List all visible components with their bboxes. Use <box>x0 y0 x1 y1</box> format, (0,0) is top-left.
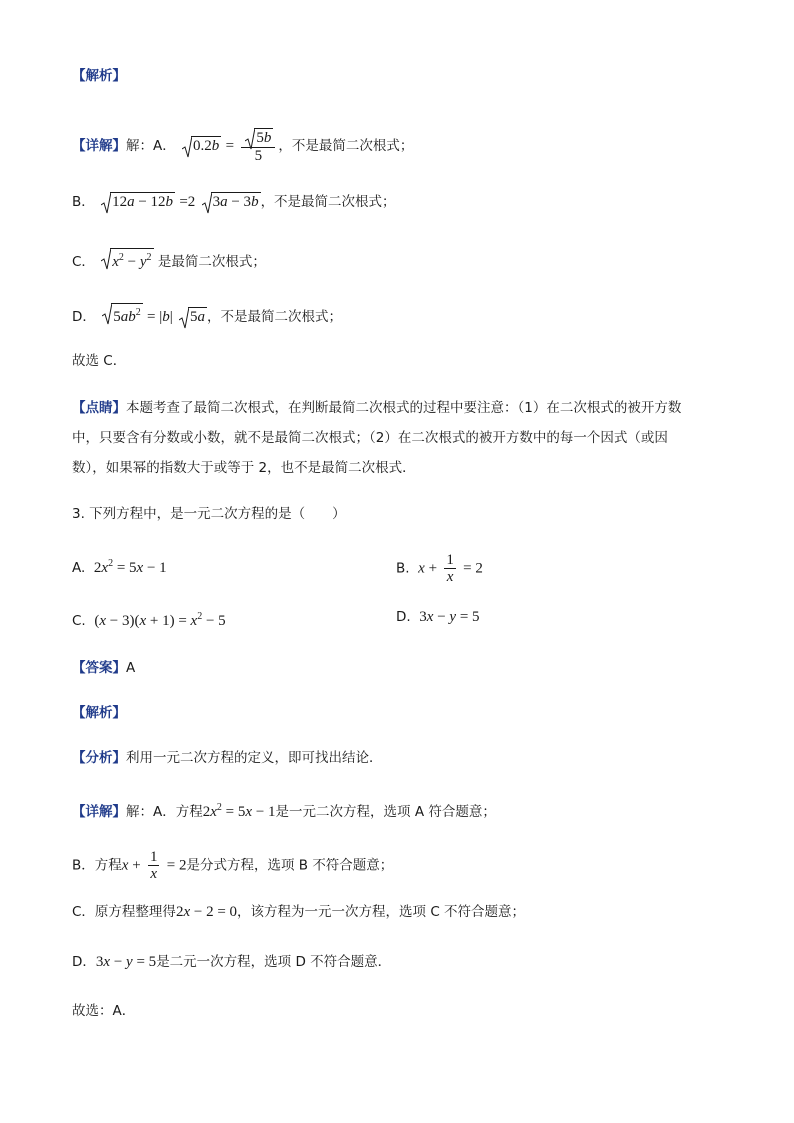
detail2-line-a: 【详解】解：A．方程$2x^2 = 5x - 1$是一元二次方程，选项 A 符合题意； <box>72 802 496 820</box>
conclusion-a: 故选：A． <box>72 1003 136 1019</box>
sqrt-5a: 5a <box>179 307 207 327</box>
detail-line-c: C． $x^2 - y^2$ 是最简二次根式； <box>72 248 266 272</box>
sqrt-x2-y2: $x^2 - y^2$ <box>101 248 153 272</box>
option-b: B. x + $\frac{1}{x}$ = 2 <box>396 552 483 585</box>
sqrt-12a-12b: 12a − 12b <box>101 192 175 212</box>
option-d: D. 3x − y = 5 <box>396 609 480 625</box>
sqrt-3a-3b: 3a − 3b <box>202 192 261 212</box>
question-3-stem: 3. 下列方程中，是一元二次方程的是（ ） <box>72 506 346 522</box>
detail2-line-b: B．方程x + $\frac{1}{x}$ = 2是分式方程，选项 B 不符合题意； <box>72 849 394 882</box>
sqrt-0.2b: 0.2b <box>182 136 221 156</box>
detail-line-b: B． 12a − 12b =2 3a − 3b ，不是最简二次根式； <box>72 192 396 212</box>
section-tag-analysis-2: 【解析】 <box>72 705 126 721</box>
detail-line-d: D． $5ab^2 = |b|$ 5a ，不是最简二次根式； <box>72 303 342 327</box>
option-a: A. $2x^2 = 5x - 1$ <box>72 558 167 576</box>
sqrt-5ab2: $5ab^2$ <box>102 303 143 327</box>
key-point-paragraph: 【点睛】本题考查了最简二次根式，在判断最简二次根式的过程中要注意：（1）在二次根式的被开方数 中，只要含有分数或小数，就不是最简二次根式；（2）在二次根式的被开方数中的每一个因式（或因 数），如果幂的指数大于或等于 2，也不是最简二次根式． <box>72 400 682 476</box>
section-tag-analysis-1: 【解析】 <box>72 68 126 84</box>
analysis-line: 【分析】利用一元二次方程的定义，即可找出结论． <box>72 750 383 766</box>
option-c: C. $(x - 3)(x + 1) = x^2 - 5$ <box>72 611 226 629</box>
detail-line-a: 【详解】解：A． 0.2b = $\frac{5b}{5}$ ，不是最简二次根式； <box>72 130 414 164</box>
fraction-sqrt5b-over-5: $\frac{5b}{5}$ <box>241 128 275 164</box>
conclusion-c: 故选 C． <box>72 353 127 369</box>
detail2-line-d: D．3x − y = 5是二元一次方程，选项 D 不符合题意． <box>72 954 392 970</box>
detail2-line-c: C．原方程整理得2x − 2 = 0，该方程为一元一次方程，选项 C 不符合题意； <box>72 904 526 920</box>
answer-line: 【答案】A <box>72 660 136 676</box>
